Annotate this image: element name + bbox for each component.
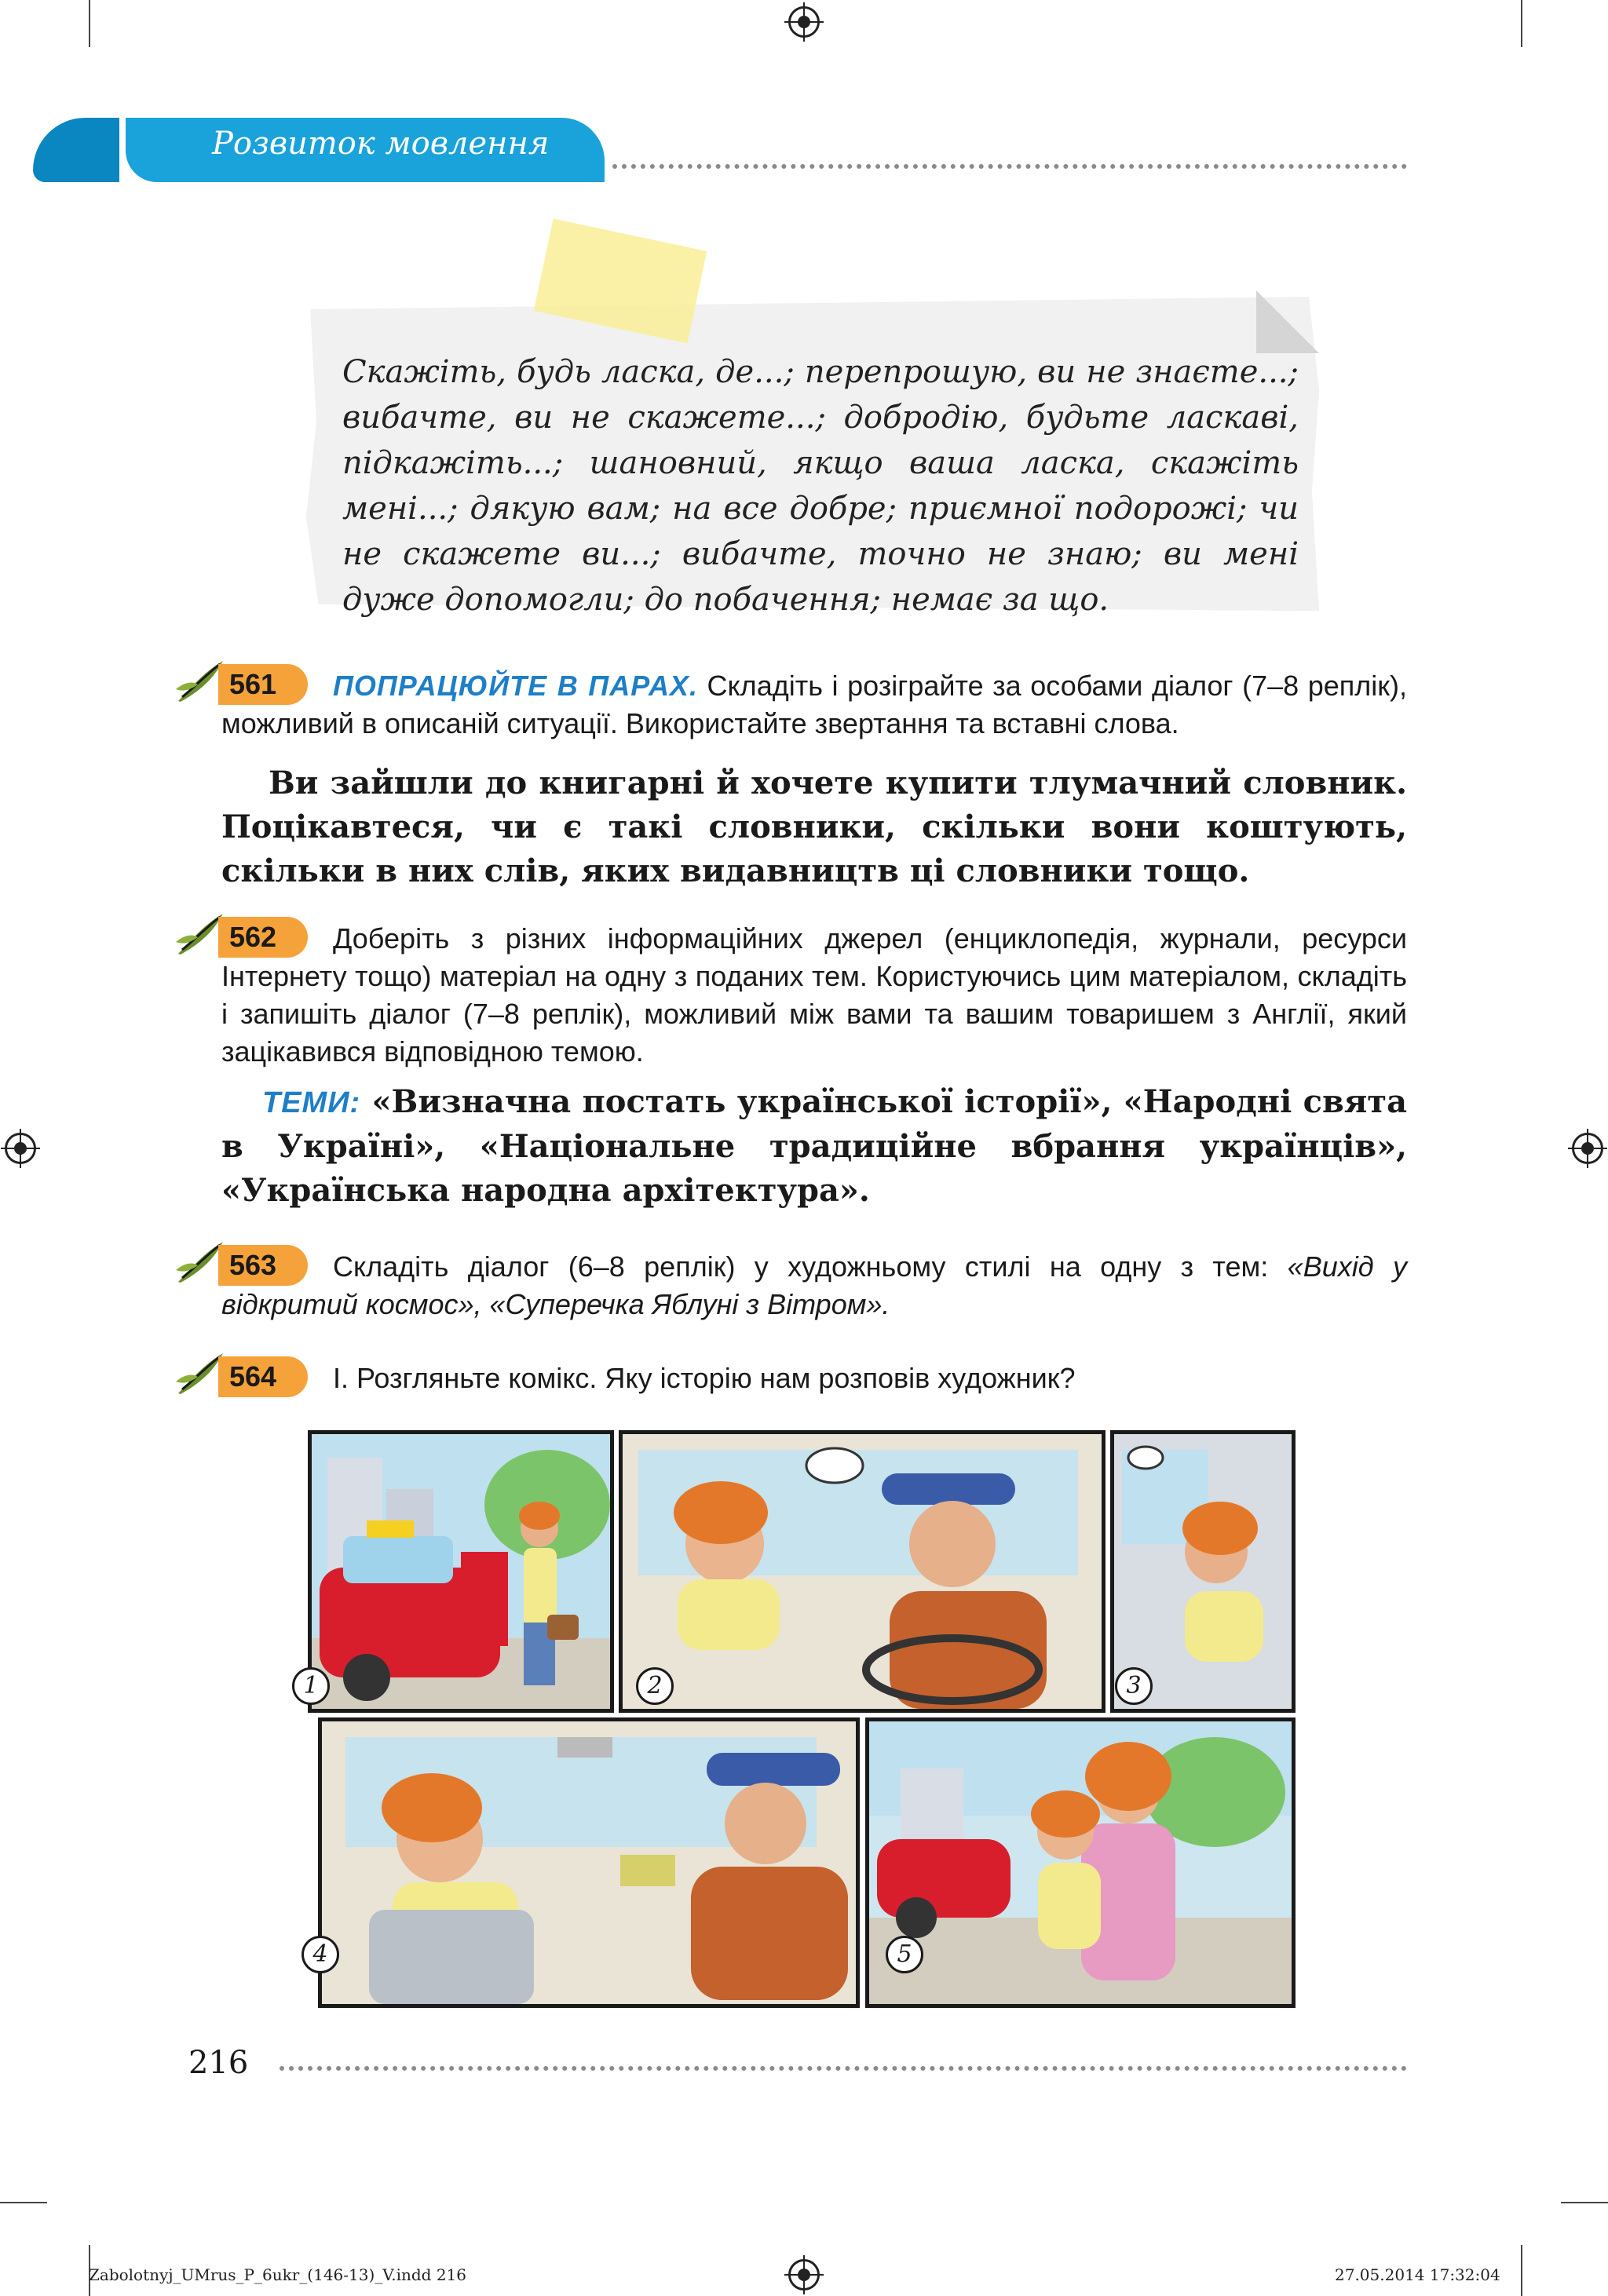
- header-tab-accent: [33, 118, 119, 182]
- note-page-curl: [1256, 290, 1319, 353]
- panel-number: 1: [292, 1667, 330, 1705]
- crop-mark: [89, 0, 90, 47]
- panel-number: 2: [636, 1667, 674, 1705]
- panel-number: 3: [1115, 1667, 1153, 1705]
- exercise-561-situation: Ви зайшли до книгарні й хочете купити тлумачний словник. Поцікавтеся, чи є такі словники, скільки вони коштують, скільки в них слів, яких видавництв ці словники тощо.: [221, 765, 1407, 889]
- registration-mark-icon: [788, 6, 820, 38]
- registration-mark-icon: [788, 2259, 820, 2291]
- exercise-562-text: Доберіть з різних інформаційних джерел (енциклопедія, журнали, ресурси Інтернету тощо) матеріал на одну з поданих тем. Користуючись цим матеріалом, складіть і запишіть діалог (7–8 реплік), можливий між вами та вашим товаришем з Англії, який зацікавився відповідною темою.: [221, 922, 1407, 1068]
- exercise-563-instruction: [221, 1248, 1407, 1323]
- crop-mark: [1521, 0, 1522, 47]
- exercise-561-text: Складіть і розіграйте за особами діалог (7–8 реплік), можливий в описаній ситуації. Використайте звертання та вставні слова.: [221, 670, 1407, 739]
- panel-number: 4: [302, 1936, 339, 1973]
- header-dotted-rule: [612, 164, 1407, 169]
- exercise-564-text: І. Розгляньте комікс. Яку історію нам розповів художник?: [333, 1362, 1076, 1394]
- comic-panel-4: [318, 1717, 860, 2008]
- panel-number: 5: [886, 1936, 923, 1973]
- exercise-563-topics: «Вихід у відкритий космос», «Суперечка Яблуні з Вітром».: [221, 1250, 1407, 1320]
- polite-phrases-text: Скажіть, будь ласка, де...; перепрошую, ви не знаєте...; вибачте, ви не скажете...; добродію, будьте ласкаві, підкажіть...; шановний, якщо ваша ласка, скажіть мені...; дякую вам; на все добре; приємної подорожі; чи не скажете ви...; вибачте, точно не знаю; ви мені дуже допомогли; до побачення; немає за що.: [342, 354, 1299, 618]
- exercise-563-text: Складіть діалог (6–8 реплік) у художньому стилі на одну з тем:: [333, 1250, 1269, 1283]
- topics-label: ТЕМИ:: [262, 1086, 361, 1119]
- exercise-561-instruction: [221, 667, 1407, 743]
- registration-mark-icon: [5, 1133, 36, 1164]
- crop-mark: [1521, 2245, 1522, 2296]
- page-number: 216: [188, 2045, 249, 2081]
- print-file-name: Zabolotnyj_UMrus_P_6ukr_(146-13)_V.indd 216: [89, 2265, 467, 2284]
- print-timestamp: 27.05.2014 17:32:04: [1335, 2265, 1500, 2284]
- comic-panel-2: [619, 1430, 1106, 1713]
- crop-mark: [0, 2202, 47, 2203]
- topics-list: «Визначна постать української історії», «Народні свята в Україні», «Національне традиційне вбрання українців», «Українська народна архітектура».: [221, 1083, 1407, 1209]
- exercise-562-topics: [221, 1080, 1407, 1213]
- section-title: Розвиток мовлення: [212, 126, 550, 162]
- exercise-number-badge: 561: [218, 664, 308, 705]
- exercise-number-badge: 562: [218, 917, 308, 958]
- exercise-561-keyword: ПОПРАЦЮЙТЕ В ПАРАХ.: [333, 670, 698, 702]
- crop-mark: [1561, 2202, 1608, 2203]
- registration-mark-icon: [1572, 1133, 1603, 1164]
- exercise-number-badge: 563: [218, 1245, 308, 1286]
- footer-dotted-rule: [280, 2066, 1407, 2071]
- comic-panel-5: [865, 1717, 1296, 2008]
- exercise-number-badge: 564: [218, 1356, 308, 1397]
- comic-panel-1: [308, 1430, 614, 1713]
